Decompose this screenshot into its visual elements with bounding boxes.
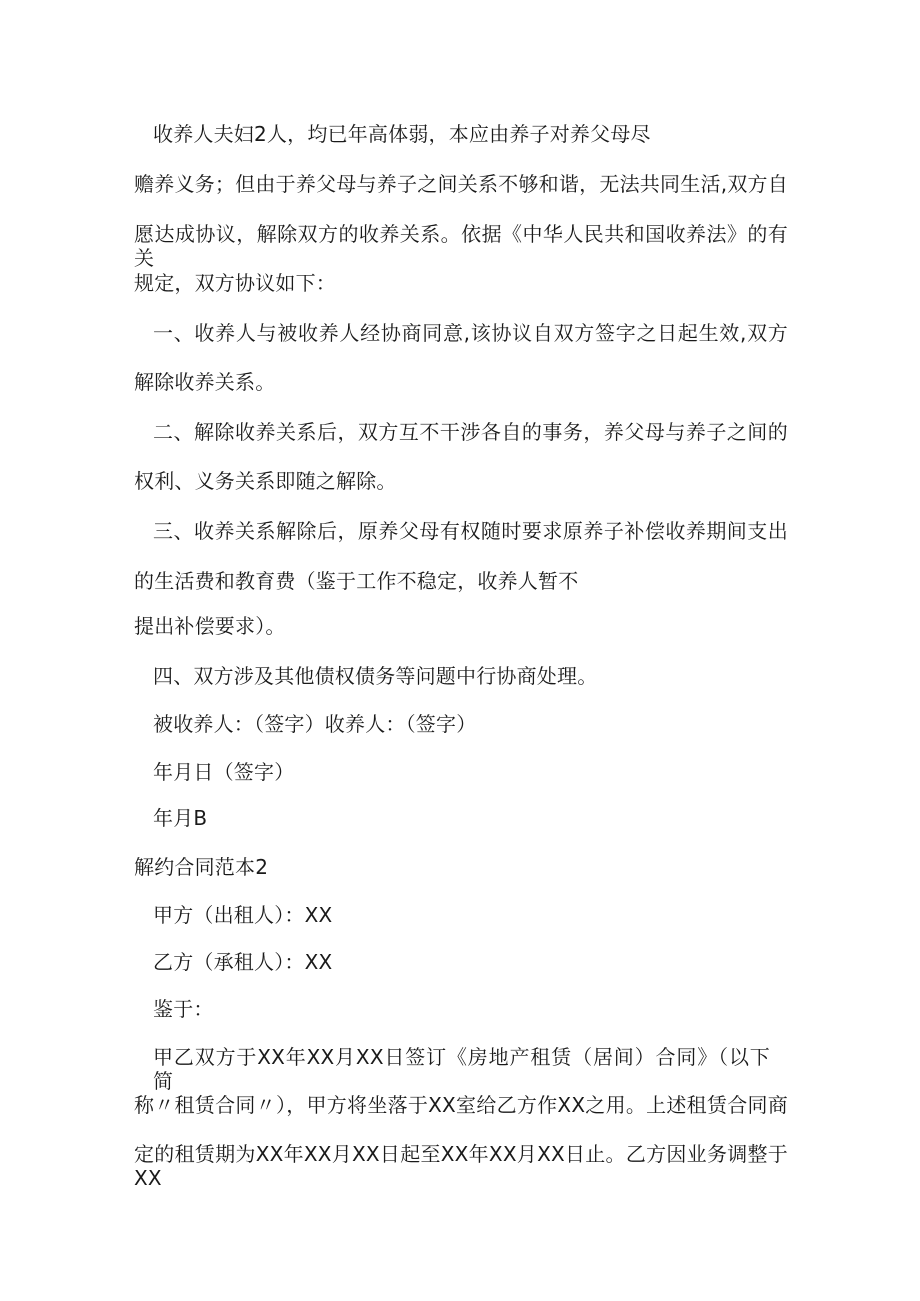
signature-line: 被收养人：（签字）收养人：（签字） xyxy=(153,712,477,736)
clause-three-line: 三、收养关系解除后，原养父母有权随时要求原养子补偿收养期间支出 xyxy=(153,519,788,543)
party-b-line: 乙方（承租人）：XX xyxy=(153,950,333,974)
agreement-line: 称〃租赁合同〃），甲方将坐落于XX室给乙方作XX之用。上述租赁合同商 xyxy=(134,1093,788,1117)
section-heading: 解约合同范本2 xyxy=(134,855,269,879)
clause-two-line: 二、解除收养关系后，双方互不干涉各自的事务，养父母与养子之间的 xyxy=(153,420,788,444)
paragraph-line: 愿达成协议，解除双方的收养关系。依据《中华人民共和国收养法》的有关 xyxy=(134,222,788,270)
paragraph-line: 赡养义务；但由于养父母与养子之间关系不够和谐，无法共同生活,双方自 xyxy=(134,172,788,196)
whereas-line: 鉴于： xyxy=(153,997,214,1021)
agreement-line: 甲乙双方于XX年XX月XX日签订《房地产租赁（居间）合同》（以下简 xyxy=(153,1045,770,1093)
clause-one-line: 解除收养关系。 xyxy=(134,370,276,394)
clause-three-line: 的生活费和教育费（鉴于工作不稳定，收养人暂不 xyxy=(134,569,579,593)
agreement-line: 定的租赁期为XX年XX月XX日起至XX年XX月XX日止。乙方因业务调整于XX xyxy=(134,1142,788,1190)
date-signature-line: 年月日（签字） xyxy=(153,760,295,784)
party-a-line: 甲方（出租人）：XX xyxy=(153,903,333,927)
clause-two-line: 权利、义务关系即随之解除。 xyxy=(134,469,397,493)
clause-four-line: 四、双方涉及其他债权债务等问题中行协商处理。 xyxy=(153,664,598,688)
paragraph-line: 收养人夫妇2人，均已年高体弱，本应由养子对养父母尽 xyxy=(153,122,651,146)
paragraph-line: 规定，双方协议如下： xyxy=(134,271,336,295)
clause-one-line: 一、收养人与被收养人经协商同意,该协议自双方签字之日起生效,双方 xyxy=(153,321,788,345)
date-line: 年月B xyxy=(153,806,208,830)
clause-three-line: 提出补偿要求）。 xyxy=(134,614,286,638)
